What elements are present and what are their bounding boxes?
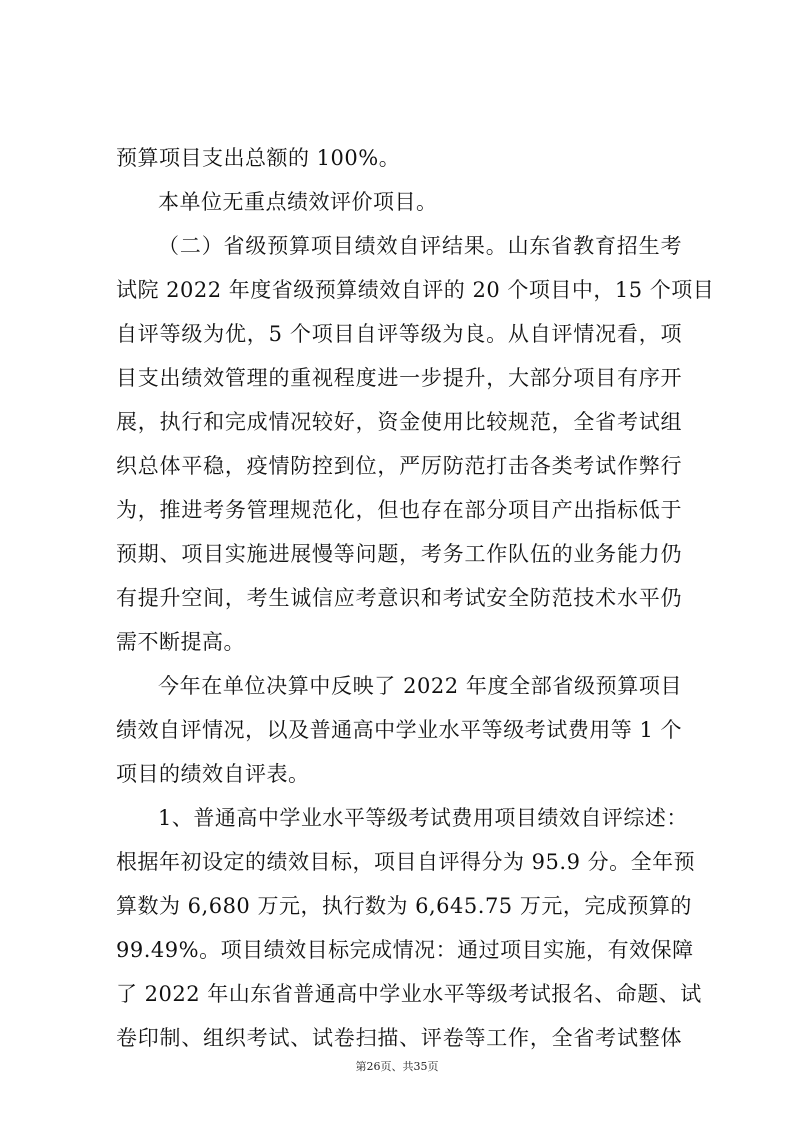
paragraph-line: 绩效自评情况，以及普通高中学业水平等级考试费用等 1 个 [116, 718, 682, 742]
paragraph-line: 为，推进考务管理规范化，但也存在部分项目产出指标低于 [116, 498, 682, 522]
paragraph-line: 卷印制、组织考试、试卷扫描、评卷等工作，全省考试整体 [116, 1026, 682, 1050]
paragraph-line: 今年在单位决算中反映了 2022 年度全部省级预算项目 [158, 674, 682, 698]
paragraph-line: 本单位无重点绩效评价项目。 [158, 190, 438, 214]
section-heading-line: （二）省级预算项目绩效自评结果。山东省教育招生考 [158, 234, 682, 258]
paragraph-line: 需不断提高。 [116, 630, 245, 654]
paragraph-line: 有提升空间，考生诚信应考意识和考试安全防范技术水平仍 [116, 586, 682, 610]
paragraph-line: 了 2022 年山东省普通高中学业水平等级考试报名、命题、试 [116, 982, 702, 1006]
paragraph-line: 试院 2022 年度省级预算绩效自评的 20 个项目中，15 个项目 [116, 278, 715, 302]
paragraph-line: 项目的绩效自评表。 [116, 762, 310, 786]
paragraph-line: 99.49%。项目绩效目标完成情况：通过项目实施，有效保障 [116, 938, 694, 962]
page-number-footer: 第26页、共35页 [355, 1060, 439, 1073]
paragraph-line: 算数为 6,680 万元，执行数为 6,645.75 万元，完成预算的 [116, 894, 692, 918]
paragraph-line: 展，执行和完成情况较好，资金使用比较规范，全省考试组 [116, 410, 682, 434]
paragraph-line: 目支出绩效管理的重视程度进一步提升，大部分项目有序开 [116, 366, 682, 390]
paragraph-line: 1、普通高中学业水平等级考试费用项目绩效自评综述： [158, 806, 688, 830]
paragraph-line: 织总体平稳，疫情防控到位，严厉防范打击各类考试作弊行 [116, 454, 682, 478]
paragraph-line: 根据年初设定的绩效目标，项目自评得分为 95.9 分。全年预 [116, 850, 696, 874]
paragraph-line: 预期、项目实施进展慢等问题，考务工作队伍的业务能力仍 [116, 542, 682, 566]
paragraph-line: 预算项目支出总额的 100%。 [116, 146, 401, 170]
paragraph-line: 自评等级为优，5 个项目自评等级为良。从自评情况看，项 [116, 322, 682, 346]
